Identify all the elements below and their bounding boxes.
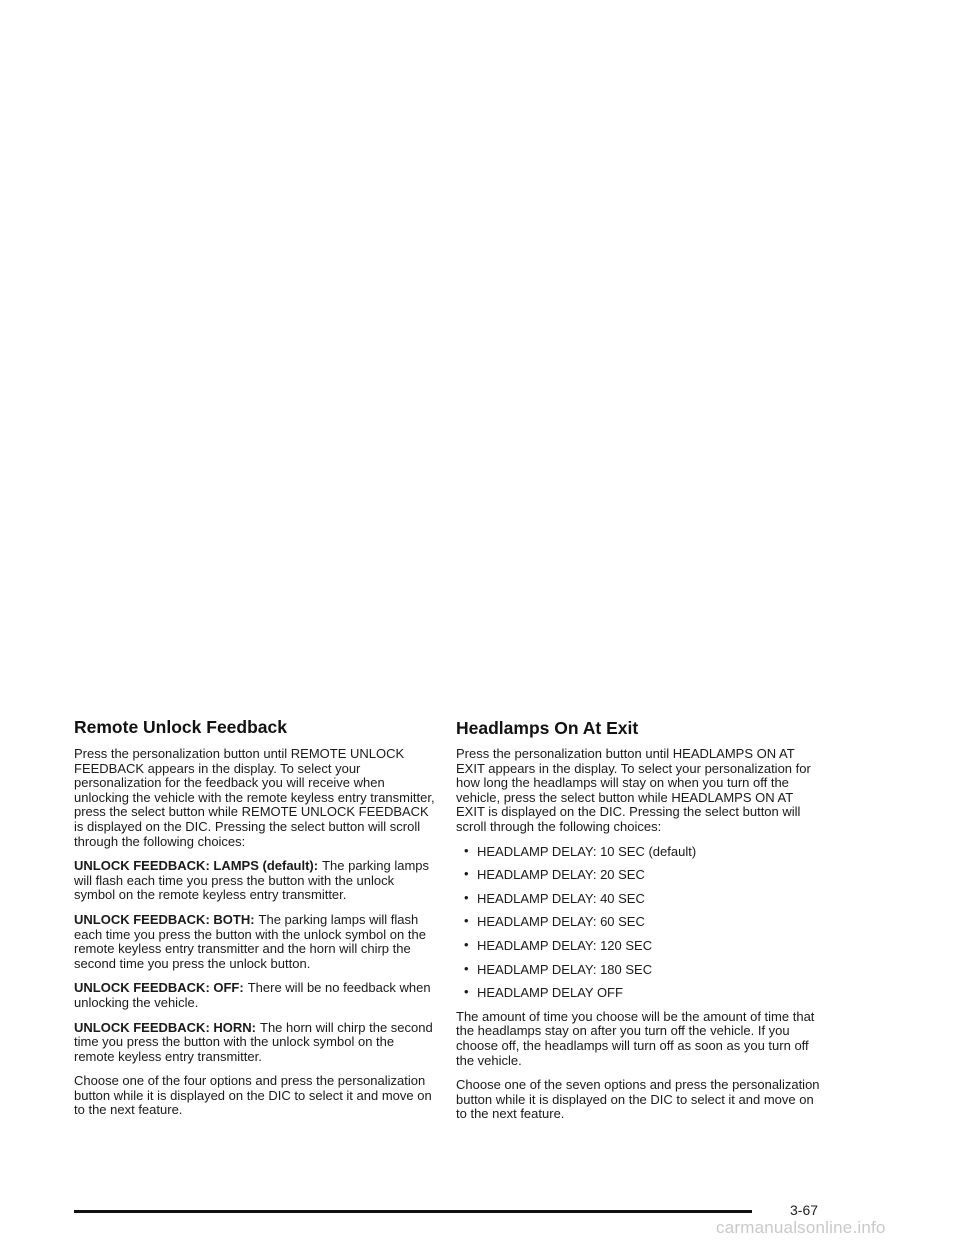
list-item: • HEADLAMP DELAY: 60 SEC: [464, 913, 645, 930]
list-item: • HEADLAMP DELAY: 120 SEC: [464, 936, 653, 953]
choices-list: [456, 842, 820, 1001]
bullet-icon: •: [464, 913, 469, 929]
option-text: The parking lamps will flash each time you press the button with the unlock symbol on the remote keyless entry transmitter.: [74, 858, 430, 903]
bullet-icon: •: [464, 889, 469, 905]
intro-paragraph: Press the personalization button until HEADLAMPS ON AT EXIT appears in the display. To select your personalization for how long the headlamps will stay on when you turn off the vehicle, press the select button while HEADLAMPS ON AT EXIT is displayed on the DIC. Pressing the select button will scroll through the following choices:: [456, 746, 811, 834]
bullet-icon: •: [464, 866, 469, 882]
section-heading: Remote Unlock Feedback: [74, 717, 287, 737]
explanation-paragraph: The amount of time you choose will be the amount of time that the headlamps stay on after you turn off the vehicle. If you choose off, the headlamps will turn off as soon as you turn off the vehicle.: [456, 1008, 815, 1068]
footer-rule: [74, 1210, 752, 1213]
watermark: carmanualsonline.info: [716, 1218, 886, 1237]
option-paragraph: [74, 859, 438, 903]
remote-unlock-feedback-section: [74, 716, 438, 1128]
option-text: There will be no feedback when unlocking the vehicle.: [74, 980, 431, 1010]
list-item: • HEADLAMP DELAY: 10 SEC (default): [464, 842, 697, 859]
section-heading: Headlamps On At Exit: [456, 718, 639, 738]
option-paragraph: [74, 913, 438, 971]
option-paragraph: [74, 981, 438, 1010]
closing-paragraph: Choose one of the seven options and press the personalization button while it is displayed on the DIC to select it and move on to the next feature.: [456, 1077, 820, 1122]
list-item: • HEADLAMP DELAY OFF: [464, 984, 623, 1001]
option-term: UNLOCK FEEDBACK: OFF:: [74, 980, 244, 996]
option-text: The horn will chirp the second time you press the button with the unlock symbol on the remote keyless entry transmitter.: [74, 1019, 433, 1064]
option-term: UNLOCK FEEDBACK: BOTH:: [74, 911, 255, 927]
bullet-icon: •: [464, 936, 469, 952]
list-item: • HEADLAMP DELAY: 180 SEC: [464, 960, 653, 977]
option-paragraph: [74, 1021, 438, 1065]
bullet-icon: •: [464, 960, 469, 976]
bullet-icon: •: [464, 984, 469, 1000]
option-term: UNLOCK FEEDBACK: LAMPS (default):: [74, 858, 319, 874]
page-number: 3-67: [790, 1202, 819, 1218]
headlamps-on-at-exit-section: [456, 717, 820, 1132]
option-term: UNLOCK FEEDBACK: HORN:: [74, 1019, 256, 1035]
closing-paragraph: Choose one of the four options and press the personalization button while it is displayed on the DIC to select it and move on to the next feature.: [74, 1073, 432, 1118]
intro-paragraph: Press the personalization button until REMOTE UNLOCK FEEDBACK appears in the display. To select your personalization for the feedback you will receive when unlocking the vehicle with the remote keyless entry transmitter, press the select button while REMOTE UNLOCK FEEDBACK is displayed on the DIC. Pressing the select button will scroll through the following choices:: [74, 746, 435, 849]
option-text: The parking lamps will flash each time you press the button with the unlock symbol on the remote keyless entry transmitter and the horn will chirp the second time you press the unlock button.: [74, 911, 426, 971]
bullet-icon: •: [464, 842, 469, 858]
list-item: • HEADLAMP DELAY: 40 SEC: [464, 889, 645, 906]
list-item: • HEADLAMP DELAY: 20 SEC: [464, 866, 645, 883]
